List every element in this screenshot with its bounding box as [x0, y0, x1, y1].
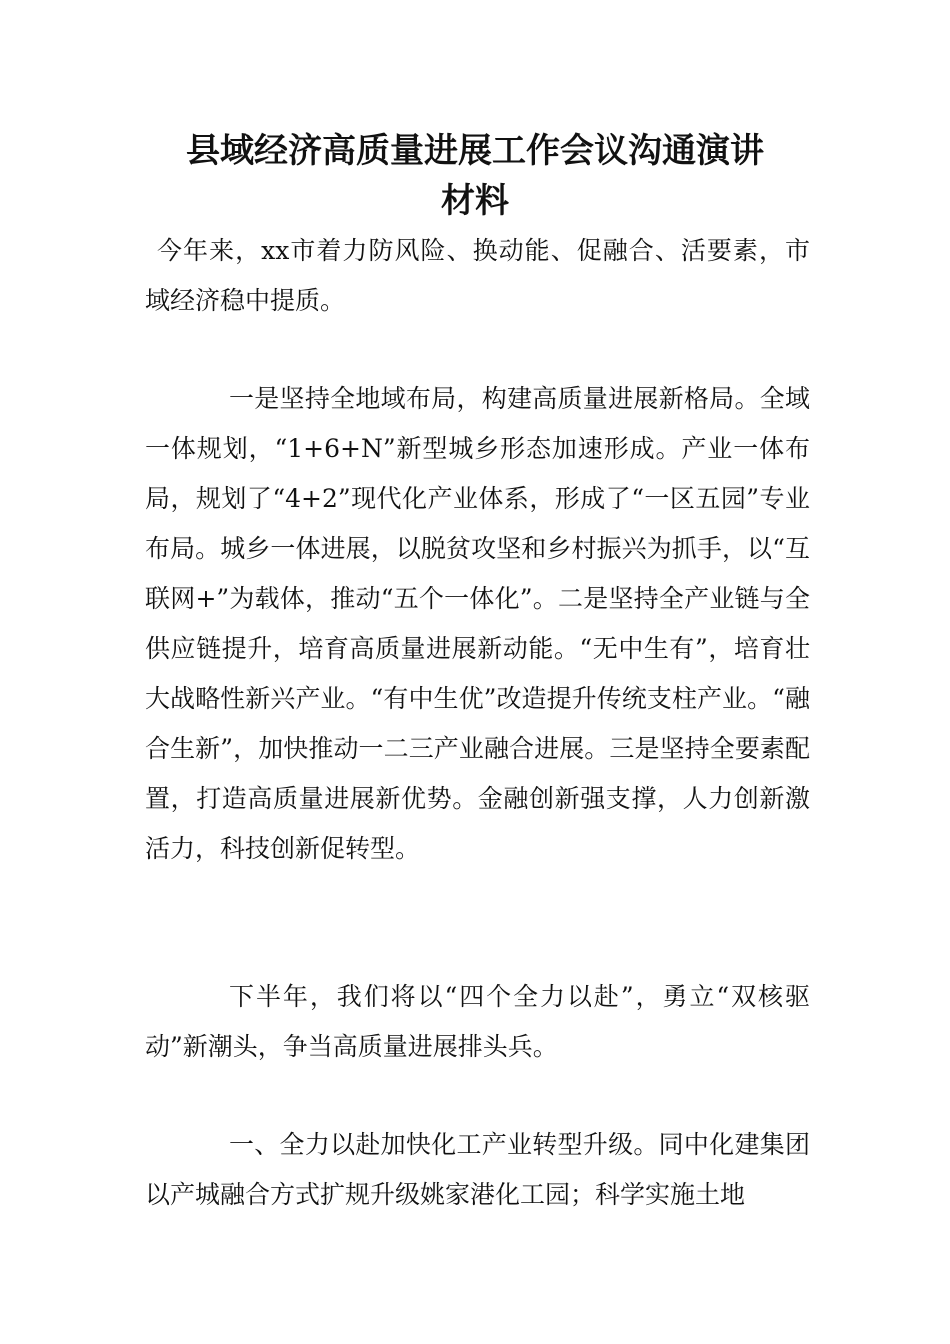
document-title-line-1: 县域经济高质量进展工作会议沟通演讲	[186, 131, 764, 171]
paragraph-chemical-industry: 一、全力以赴加快化工产业转型升级。同中化建集团以产城融合方式扩规升级姚家港化工园；科学实施土地	[145, 1130, 810, 1209]
paragraph-achievements: 一是坚持全地域布局，构建高质量进展新格局。全域一体规划，“1+6+N”新型城乡形态加速形成。产业一体布局，规划了“4+2”现代化产业体系，形成了“一区五园”专业布局。城乡一体进展，以脱贫攻坚和乡村振兴为抓手，以“互联网+”为载体，推动“五个一体化”。二是坚持全产业链与全供应链提升，培育高质量进展新动能。“无中生有”，培育壮大战略性新兴产业。“有中生优”改造提升传统支柱产业。“融合生新”，加快推动一二三产业融合进展。三是坚持全要素配置，打造高质量进展新优势。金融创新强支撑，人力创新激活力，科技创新促转型。	[145, 384, 810, 863]
document-title-line-2: 材料	[441, 181, 509, 221]
paragraph-next-half-year: 下半年，我们将以“四个全力以赴”，勇立“双核驱动”新潮头，争当高质量进展排头兵。	[145, 982, 810, 1061]
paragraph-intro: 今年来，xx市着力防风险、换动能、促融合、活要素，市域经济稳中提质。	[145, 236, 810, 315]
